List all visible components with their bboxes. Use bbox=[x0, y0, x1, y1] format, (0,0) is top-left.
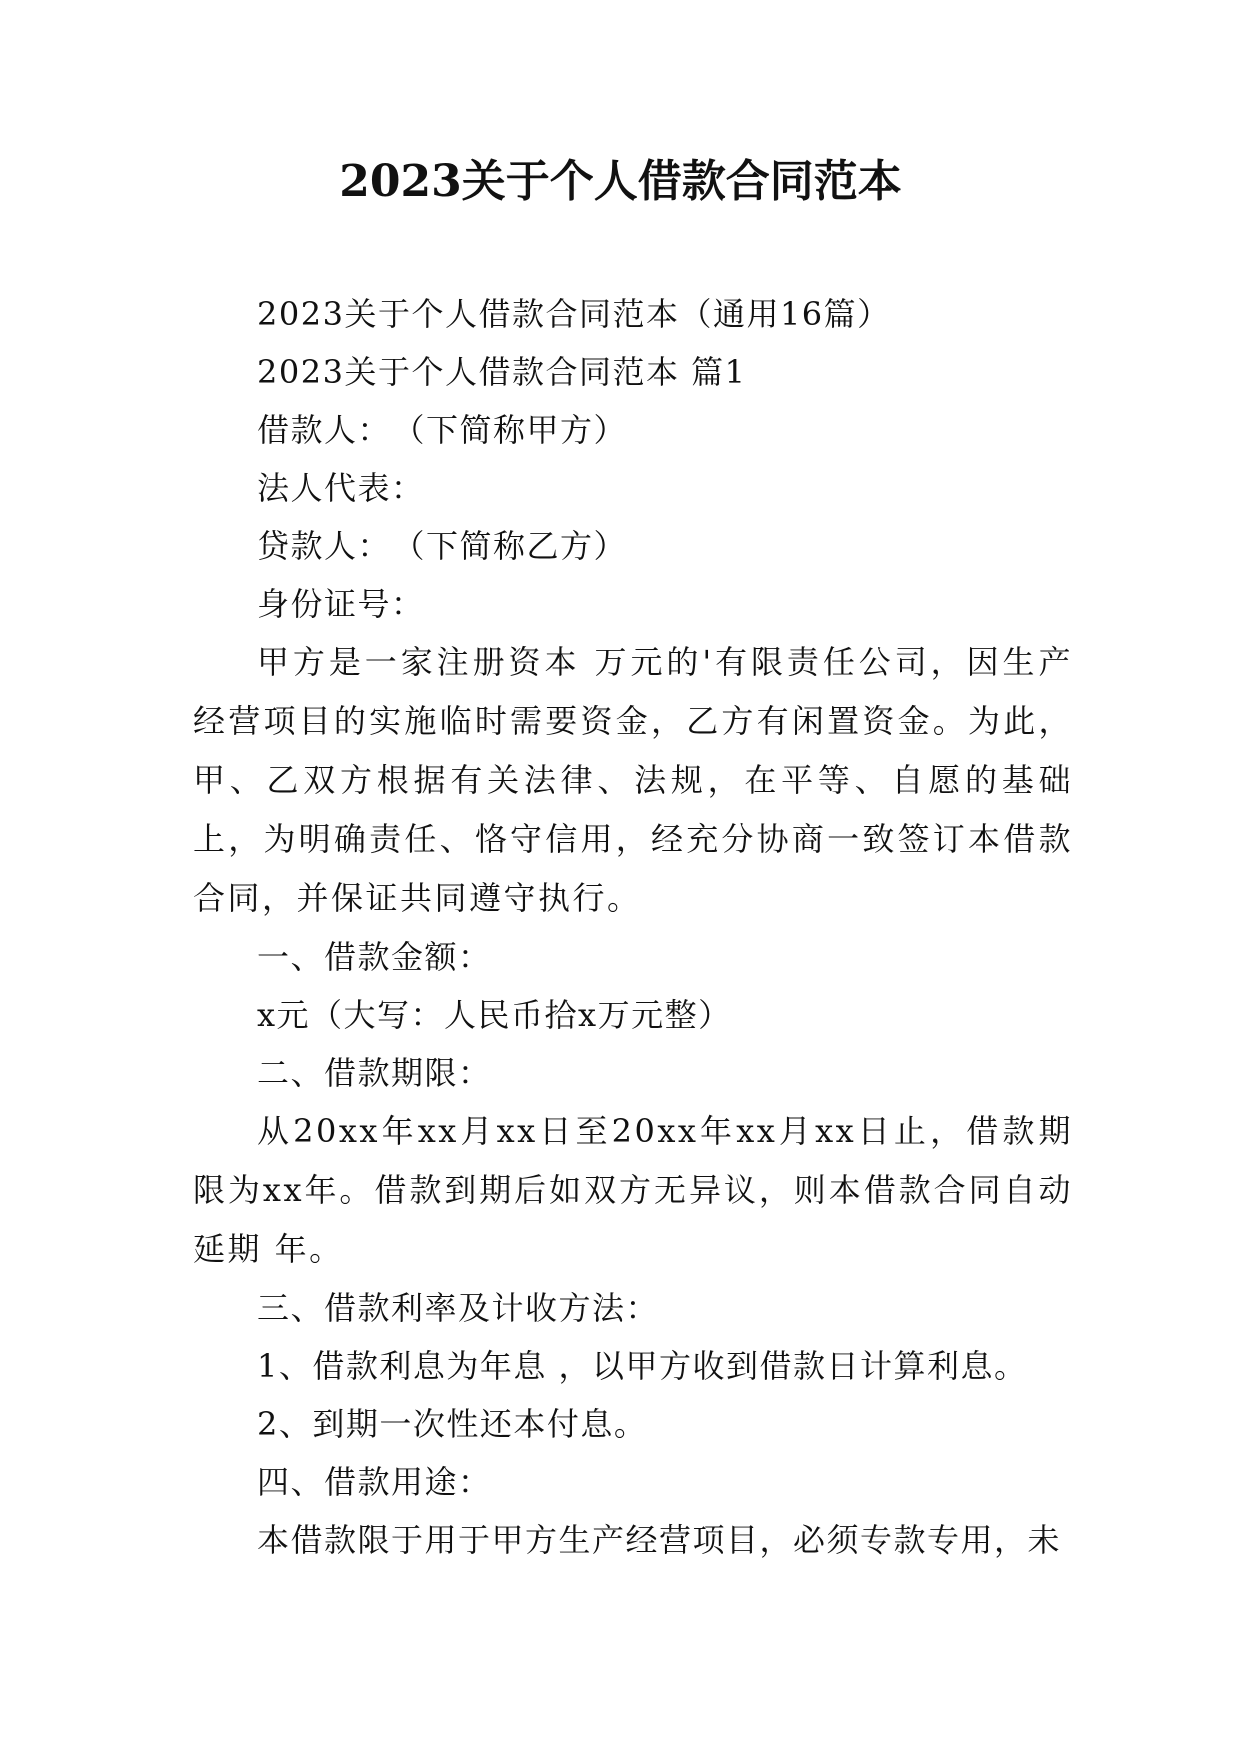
section-1-heading: 一、借款金额： bbox=[257, 938, 492, 976]
section-3-heading: 三、借款利率及计收方法： bbox=[257, 1289, 660, 1327]
section-4-text: 本借款限于用于甲方生产经营项目，必须专款专用，未 bbox=[257, 1521, 1062, 1559]
subtitle-line: 2023关于个人借款合同范本（通用16篇） bbox=[257, 295, 891, 333]
id-number-line: 身份证号： bbox=[257, 585, 425, 623]
section-4-heading: 四、借款用途： bbox=[257, 1463, 492, 1501]
section-2-heading: 二、借款期限： bbox=[257, 1054, 492, 1092]
lender-line: 贷款人： （下简称乙方） bbox=[257, 527, 628, 565]
legal-representative-line: 法人代表： bbox=[257, 469, 425, 507]
intro-paragraph: 甲方是一家注册资本 万元的'有限责任公司，因生产经营项目的实施临时需要资金，乙方有闲置资金。为此，甲、乙双方根据有关法律、法规，在平等、自愿的基础上，为明确责任、恪守信用，经充分协商一致签订本借款合同，并保证共同遵守执行。 bbox=[193, 643, 1073, 917]
borrower-line: 借款人： （下简称甲方） bbox=[257, 411, 628, 449]
document-title: 2023关于个人借款合同范本 bbox=[339, 156, 902, 207]
section-3-item-2: 2、到期一次性还本付息。 bbox=[257, 1405, 648, 1443]
section-3-item-1: 1、借款利息为年息 ，以甲方收到借款日计算利息。 bbox=[257, 1347, 1028, 1385]
article-heading: 2023关于个人借款合同范本 篇1 bbox=[257, 353, 747, 391]
document-body bbox=[193, 285, 1073, 1569]
section-2-text: 从20xx年xx月xx日至20xx年xx月xx日止，借款期限为xx年。借款到期后如双方无异议，则本借款合同自动延期 年。 bbox=[193, 1112, 1073, 1268]
section-1-text: x元（大写：人民币拾x万元整） bbox=[257, 996, 732, 1034]
